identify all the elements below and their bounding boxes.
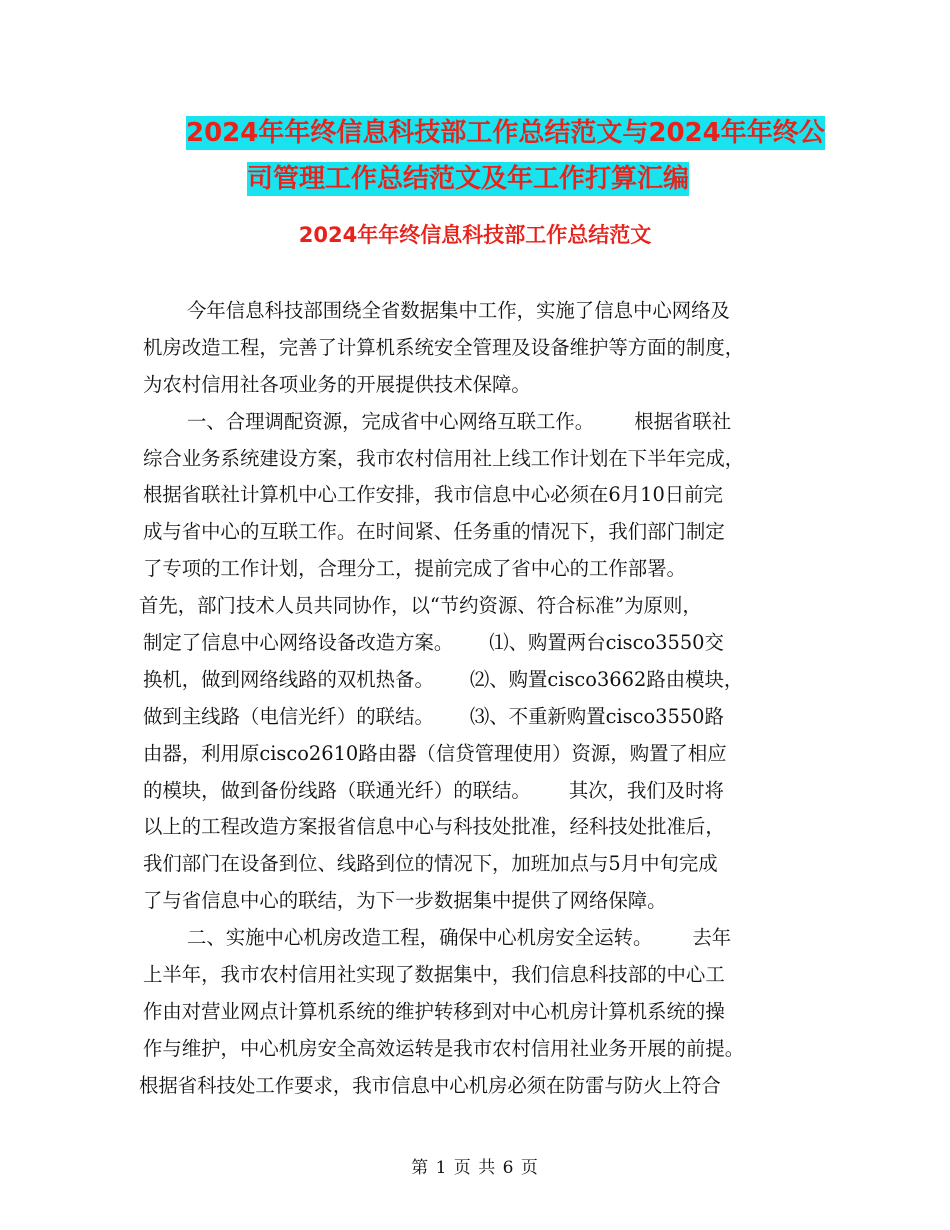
paragraph-line: 了专项的工作计划，合理分工，提前完成了省中心的工作部署。 xyxy=(143,557,686,581)
paragraph-line: 根据省联社计算机中心工作安排，我市信息中心必须在6月10日前完 xyxy=(143,483,723,507)
paragraph-line: 二、实施中心机房改造工程，确保中心机房安全运转。 去年 xyxy=(187,926,732,950)
paragraph-line: 成与省中心的互联工作。在时间紧、任务重的情况下，我们部门制定 xyxy=(143,520,725,544)
paragraph-line: 首先，部门技术人员共同协作，以“节约资源、符合标准”为原则， xyxy=(139,594,702,618)
paragraph-line: 根据省科技处工作要求，我市信息中心机房必须在防雷与防火上符合 xyxy=(139,1073,721,1097)
section-heading: 二、实施中心机房改造工程，确保中心机房安全运转。 xyxy=(187,926,653,950)
section-title: 2024年年终信息科技部工作总结范文 xyxy=(298,223,652,247)
paragraph-line: 由器，利用原cisco2610路由器（信贷管理使用）资源，购置了相应 xyxy=(143,741,727,765)
title-line-1: 2024年年终信息科技部工作总结范文与2024年年终公 xyxy=(186,118,825,148)
paragraph-line: 机房改造工程，完善了计算机系统安全管理及设备维护等方面的制度， xyxy=(143,335,745,359)
paragraph-line: 一、合理调配资源，完成省中心网络互联工作。 根据省联社 xyxy=(187,409,732,433)
document-title xyxy=(140,110,825,202)
paragraph-line: 的模块，做到备份线路（联通光纤）的联结。 其次，我们及时将 xyxy=(143,778,724,802)
paragraph-line: 上半年，我市农村信用社实现了数据集中，我们信息科技部的中心工 xyxy=(143,963,725,987)
paragraph-line: 做到主线路（电信光纤）的联结。 ⑶、不重新购置cisco3550路 xyxy=(143,704,724,728)
paragraph-line: 今年信息科技部围绕全省数据集中工作，实施了信息中心网络及 xyxy=(187,299,730,322)
paragraph-line: 了与省信息中心的联结，为下一步数据集中提供了网络保障。 xyxy=(143,889,667,913)
page-footer: 第 1 页 共 6 页 xyxy=(411,1158,539,1178)
paragraph-line: 我们部门在设备到位、线路到位的情况下，加班加点与5月中旬完成 xyxy=(143,852,718,876)
paragraph-line: 制定了信息中心网络设备改造方案。 ⑴、购置两台cisco3550交 xyxy=(143,631,724,655)
paragraph-line: 为农村信用社各项业务的开展提供技术保障。 xyxy=(143,372,531,396)
paragraph-line: 换机，做到网络线路的双机热备。 ⑵、购置cisco3662路由模块， xyxy=(143,667,744,691)
paragraph-line: 以上的工程改造方案报省信息中心与科技处批准，经科技处批准后， xyxy=(143,815,725,839)
document-body xyxy=(139,293,813,1105)
section-heading: 一、合理调配资源，完成省中心网络互联工作。 xyxy=(187,409,595,433)
paragraph-line: 作由对营业网点计算机系统的维护转移到对中心机房计算机系统的操 xyxy=(143,999,725,1023)
paragraph-line: 综合业务系统建设方案，我市农村信用社上线工作计划在下半年完成， xyxy=(143,446,745,470)
paragraph-line: 作与维护，中心机房安全高效运转是我市农村信用社业务开展的前提。 xyxy=(143,1036,745,1060)
title-line-2: 司管理工作总结范文及年工作打算汇编 xyxy=(247,164,690,194)
